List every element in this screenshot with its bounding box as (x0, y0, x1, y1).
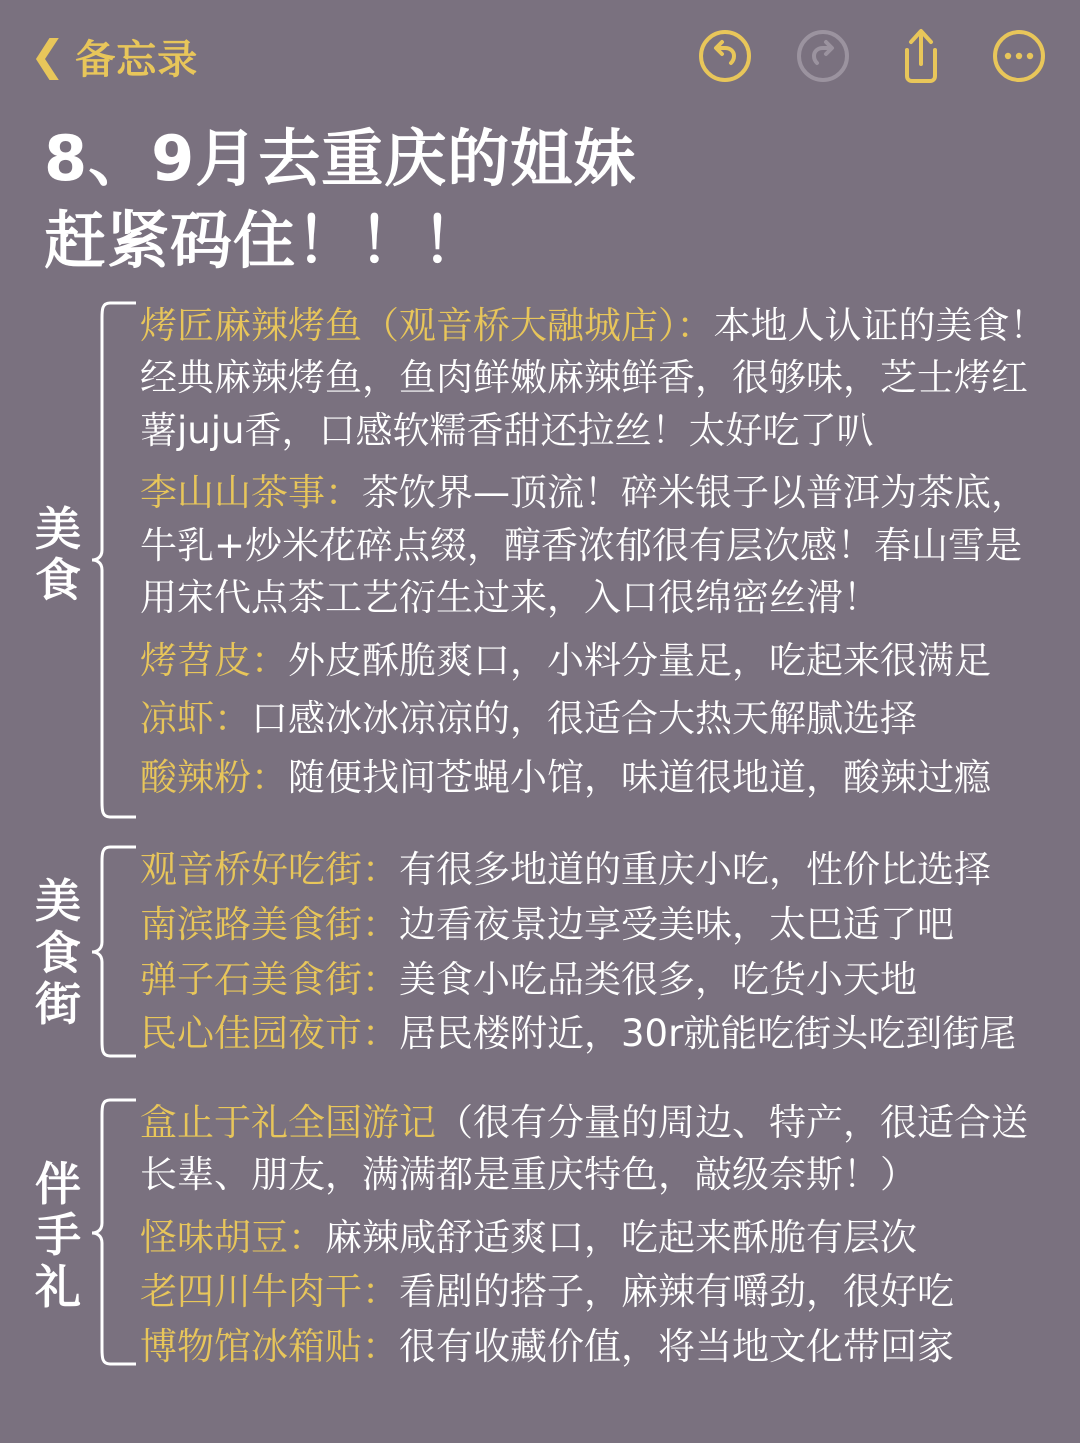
list-item (140, 844, 1054, 897)
chevron-left-icon: ❮ (30, 31, 66, 80)
section-items (140, 844, 1054, 1062)
list-item (140, 1321, 1054, 1374)
item-text: 麻辣咸舒适爽口，吃起来酥脆有层次 (325, 1215, 917, 1259)
note-title (0, 112, 1080, 282)
item-text: （很有分量的周边、特产，很适合送长辈、朋友，满满都是重庆特色，敲级奈斯！） (140, 1100, 1028, 1197)
section-label: 美食 (35, 501, 81, 608)
more-icon[interactable] (992, 29, 1046, 83)
list-item (140, 1008, 1054, 1061)
item-text: 外皮酥脆爽口，小料分量足，吃起来很满足 (288, 638, 991, 682)
note-title-line-2: 赶紧码住！！！ (44, 203, 486, 277)
list-item (140, 752, 1054, 805)
note-title-line-1: 8、9月去重庆的姐妹 (44, 122, 637, 195)
share-icon[interactable] (894, 27, 948, 85)
item-text: 随便找间苍蝇小馆，味道很地道，酸辣过瘾 (288, 755, 991, 799)
item-key: 老四川牛肉干： (140, 1270, 399, 1314)
top-bar-actions (698, 27, 1046, 85)
back-button[interactable] (30, 28, 198, 85)
list-item (140, 899, 1054, 952)
item-key: 盒止于礼全国游记 (140, 1100, 436, 1144)
item-text: 很有收藏价值，将当地文化带回家 (399, 1324, 954, 1368)
item-key: 李山山茶事： (140, 471, 362, 515)
note-body (0, 282, 1080, 1376)
undo-icon[interactable] (698, 29, 752, 83)
item-text: 口感冰冰凉凉的，很适合大热天解腻选择 (251, 697, 917, 741)
list-item (140, 635, 1054, 688)
item-key: 观音桥好吃街： (140, 848, 399, 892)
item-text: 本地人认证的美食！经典麻辣烤鱼，鱼肉鲜嫩麻辣鲜香，很够味，芝士烤红薯juju香，口感软糯香甜还拉丝！太好吃了叭 (140, 303, 1047, 452)
brace-bracket (90, 300, 140, 811)
item-key: 烤匠麻辣烤鱼（观音桥大融城店）： (140, 303, 714, 347)
redo-icon[interactable] (796, 29, 850, 83)
item-text: 边看夜景边享受美味，太巴适了吧 (399, 902, 954, 946)
item-key: 凉虾： (140, 697, 251, 741)
list-item (140, 1097, 1054, 1202)
section-items (140, 1097, 1054, 1376)
item-key: 南滨路美食街： (140, 902, 399, 946)
section-souvenirs (26, 1097, 1054, 1376)
list-item (140, 1266, 1054, 1319)
section-label: 美食街 (35, 874, 81, 1032)
section-label: 伴手礼 (35, 1156, 81, 1314)
back-button-label: 备忘录 (75, 36, 199, 83)
item-key: 弹子石美食街： (140, 957, 399, 1001)
item-key: 怪味胡豆： (140, 1215, 325, 1259)
section-food (26, 300, 1054, 811)
item-key: 博物馆冰箱贴： (140, 1324, 399, 1368)
list-item (140, 300, 1054, 458)
item-text: 茶饮界—顶流！碎米银子以普洱为茶底，牛乳+炒米花碎点缀，醇香浓郁很有层次感！春山雪是用宋代点茶工艺衍生过来，入口很绵密丝滑！ (140, 471, 1028, 620)
list-item (140, 693, 1054, 746)
item-key: 烤苕皮： (140, 638, 288, 682)
list-item (140, 1212, 1054, 1265)
section-items (140, 300, 1054, 811)
list-item (140, 467, 1054, 625)
item-text: 有很多地道的重庆小吃，性价比选择 (399, 848, 991, 892)
item-text: 美食小吃品类很多，吃货小天地 (399, 957, 917, 1001)
top-bar (0, 0, 1080, 112)
section-food-streets (26, 844, 1054, 1062)
brace-bracket (90, 844, 140, 1062)
item-key: 民心佳园夜市： (140, 1012, 399, 1056)
item-text: 居民楼附近，30r就能吃街头吃到街尾 (399, 1012, 1017, 1056)
brace-bracket (90, 1097, 140, 1376)
list-item (140, 954, 1054, 1007)
item-text: 看剧的搭子，麻辣有嚼劲，很好吃 (399, 1270, 954, 1314)
item-key: 酸辣粉： (140, 755, 288, 799)
